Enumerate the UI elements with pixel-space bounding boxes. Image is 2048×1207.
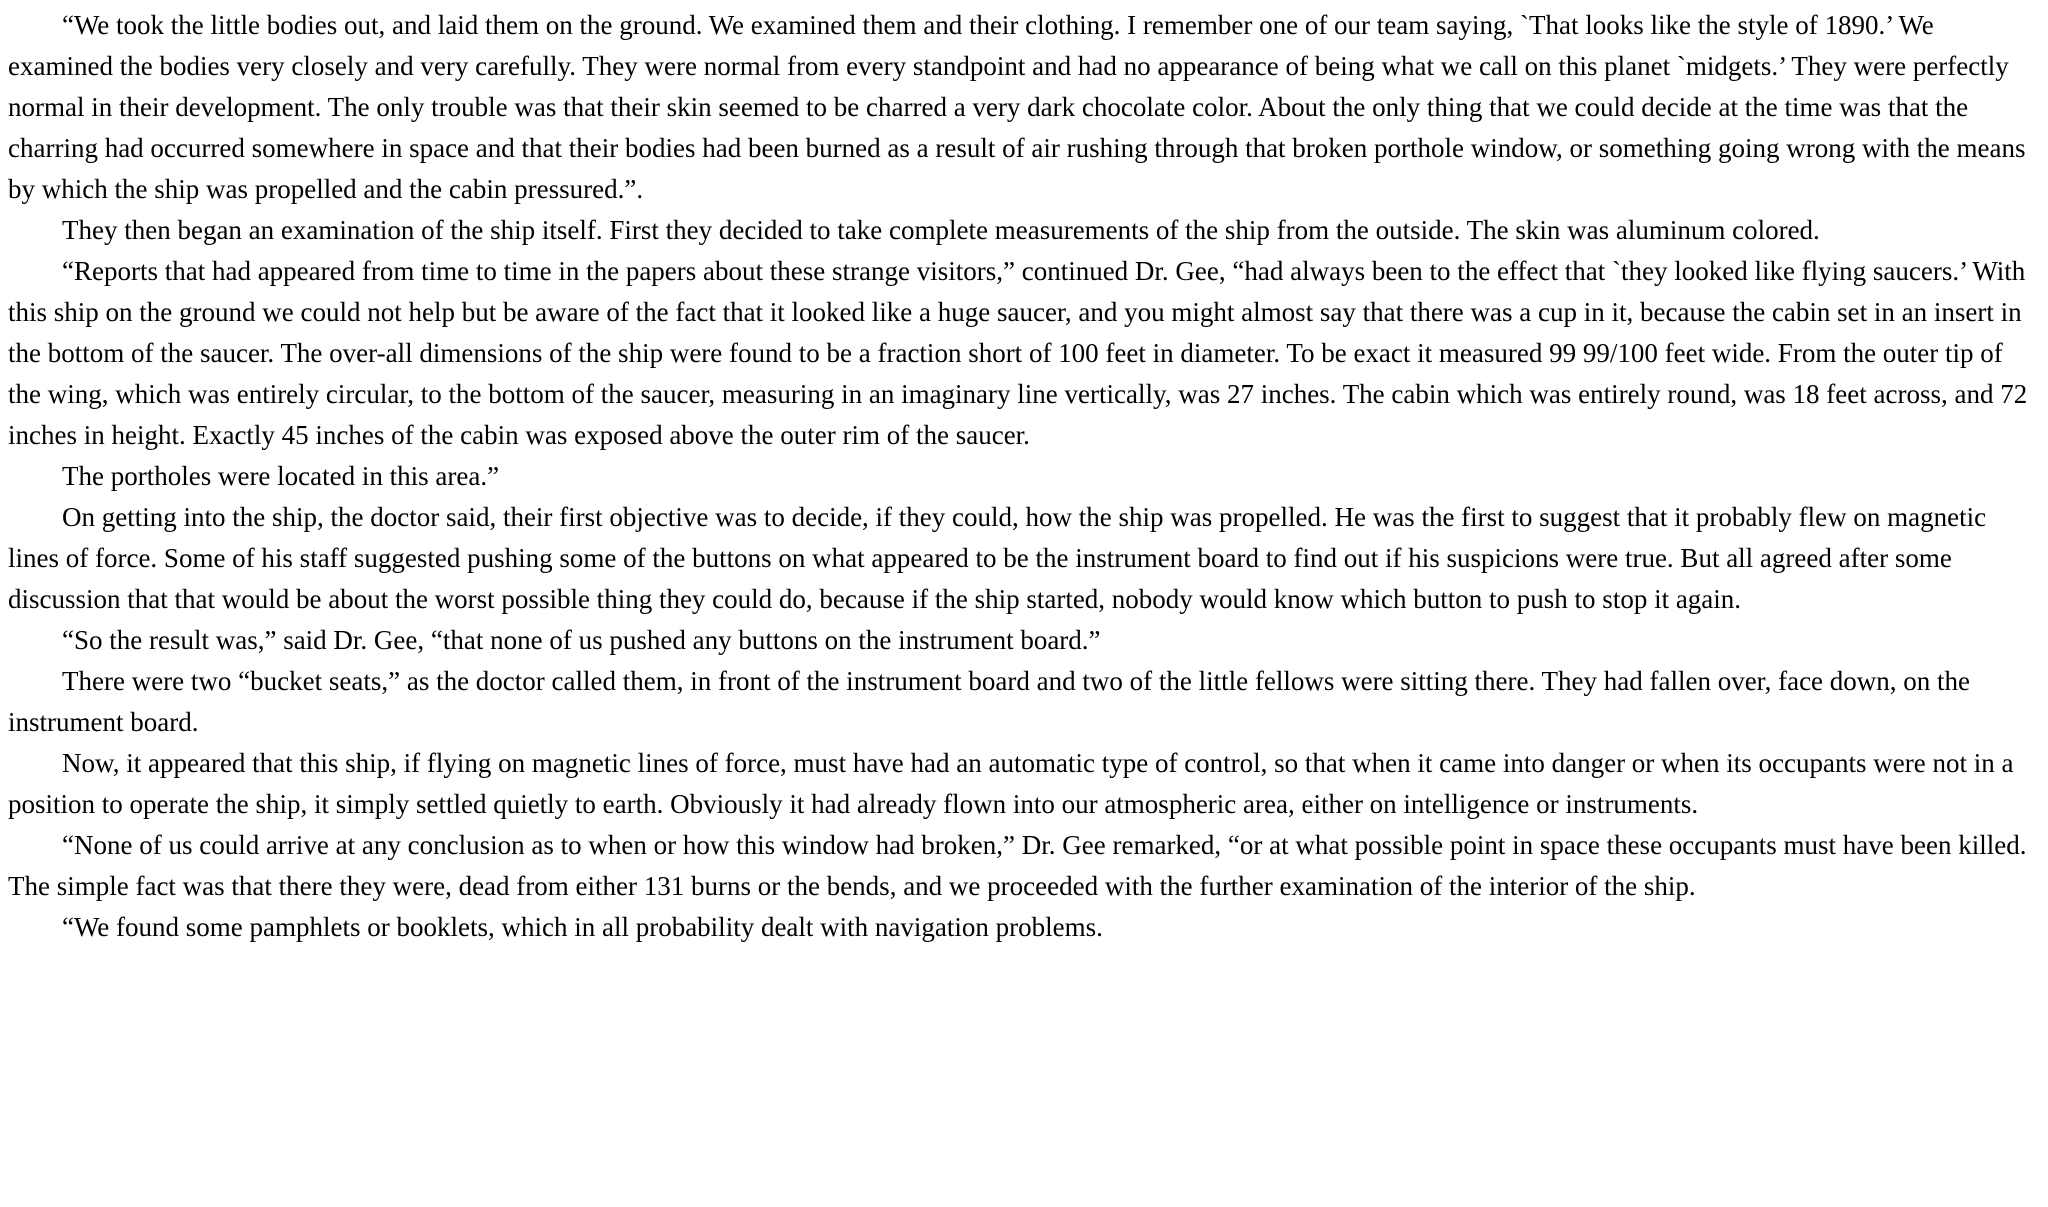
paragraph-portholes: The portholes were located in this area.” <box>62 461 500 491</box>
paragraph-automatic-control: Now, it appeared that this ship, if flying on magnetic lines of force, must have had an automatic type of control, so that when it came into danger or when its occupants were not in a position to operate the ship, it simply settled quietly to earth. Obviously it had already flown into our atmospheric area, either on intelligence or instruments. <box>8 748 2014 819</box>
paragraph-pamphlets: “We found some pamphlets or booklets, which in all probability dealt with navigation problems. <box>62 912 1103 942</box>
paragraph-ship-examination: They then began an examination of the ship itself. First they decided to take complete measurements of the ship from the outside. The skin was aluminum colored. <box>62 215 1820 245</box>
paragraph-no-buttons-pushed: “So the result was,” said Dr. Gee, “that none of us pushed any buttons on the instrument board.” <box>62 625 1101 655</box>
paragraph-bucket-seats: There were two “bucket seats,” as the doctor called them, in front of the instrument board and two of the little fellows were sitting there. They had fallen over, face down, on the instrument board. <box>8 666 1971 737</box>
paragraph-broken-window: “None of us could arrive at any conclusion as to when or how this window had broken,” Dr. Gee remarked, “or at what possible point in space these occupants must have been killed. The simple fact was that there they were, dead from either 131 burns or the bends, and we proceeded with the further examination of the interior of the ship. <box>8 830 2027 901</box>
paragraph-saucer-dimensions: “Reports that had appeared from time to time in the papers about these strange visitors,” continued Dr. Gee, “had always been to the effect that `they looked like flying saucers.’ With this ship on the ground we could not help but be aware of the fact that it looked like a huge saucer, and you might almost say that there was a cup in it, because the cabin set in an insert in the bottom of the saucer. The over-all dimensions of the ship were found to be a fraction short of 100 feet in diameter. To be exact it measured 99 99/100 feet wide. From the outer tip of the wing, which was entirely circular, to the bottom of the saucer, measuring in an imaginary line vertically, was 27 inches. The cabin which was entirely round, was 18 feet across, and 72 inches in height. Exactly 45 inches of the cabin was exposed above the outer rim of the saucer. <box>8 256 2028 450</box>
paragraph-propulsion: On getting into the ship, the doctor said, their first objective was to decide, if they could, how the ship was propelled. He was the first to suggest that it probably flew on magnetic lines of force. Some of his staff suggested pushing some of the buttons on what appeared to be the instrument board to find out if his suspicions were true. But all agreed after some discussion that that would be about the worst possible thing they could do, because if the ship started, nobody would know which button to push to stop it again. <box>8 502 1987 614</box>
paragraph-bodies-examined: “We took the little bodies out, and laid them on the ground. We examined them and their clothing. I remember one of our team saying, `That looks like the style of 1890.’ We examined the bodies very closely and very carefully. They were normal from every standpoint and had no appearance of being what we call on this planet `midgets.’ They were perfectly normal in their development. The only trouble was that their skin seemed to be charred a very dark chocolate color. About the only thing that we could decide at the time was that the charring had occurred somewhere in space and that their bodies had been burned as a result of air rushing through that broken porthole window, or something going wrong with the means by which the ship was propelled and the cabin pressured.”. <box>8 10 2026 204</box>
